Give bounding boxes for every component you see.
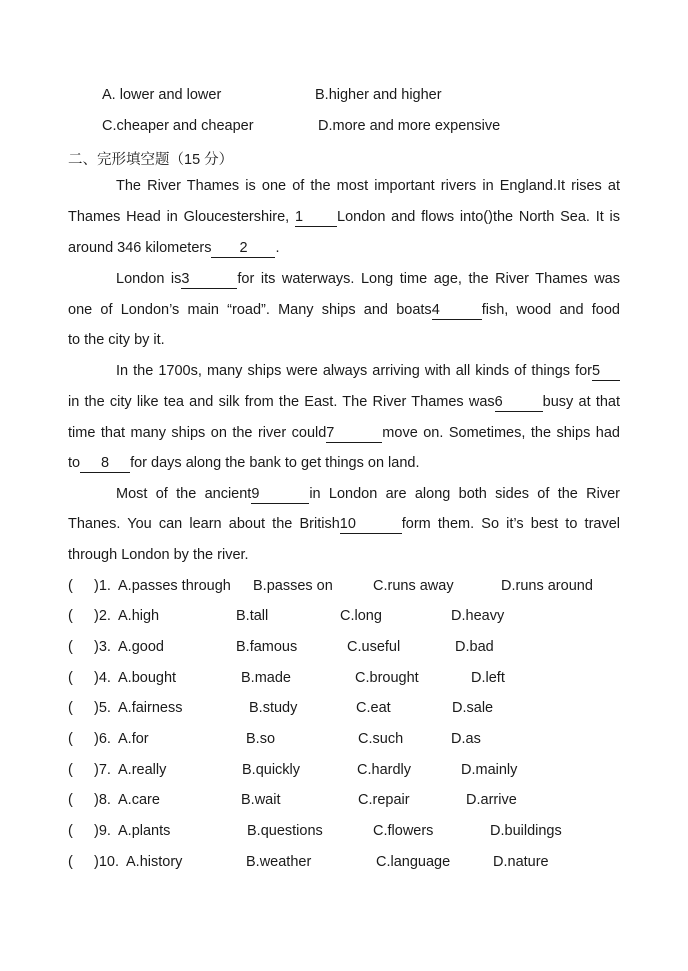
option-a[interactable]: A.care bbox=[118, 792, 160, 808]
blank-10[interactable]: 10 bbox=[340, 517, 402, 534]
option-b[interactable]: B.weather bbox=[246, 854, 312, 870]
passage-line: around 346 kilometers 2 . bbox=[68, 240, 280, 256]
question-row bbox=[0, 670, 688, 694]
option-c[interactable]: C.brought bbox=[355, 670, 419, 686]
question-number: )10. bbox=[94, 854, 119, 870]
option-c[interactable]: C.language bbox=[376, 854, 451, 870]
option-d[interactable]: D.sale bbox=[452, 700, 494, 716]
option-b[interactable]: B.quickly bbox=[242, 762, 301, 778]
passage-line: The River Thames is one of the most important rivers in England.It rises at bbox=[116, 178, 620, 194]
option-a[interactable]: A.for bbox=[118, 731, 149, 747]
option-d[interactable]: D.heavy bbox=[451, 608, 505, 624]
option-c[interactable]: C.runs away bbox=[373, 578, 454, 594]
option-a[interactable]: A.history bbox=[126, 854, 183, 870]
option-d[interactable]: D.nature bbox=[493, 854, 549, 870]
blank-1[interactable]: 1 bbox=[295, 210, 337, 227]
question-number: )6. bbox=[94, 731, 111, 747]
option-d[interactable]: D.bad bbox=[455, 639, 494, 655]
prev-option-b: B.higher and higher bbox=[315, 87, 442, 103]
option-c[interactable]: C.hardly bbox=[357, 762, 411, 778]
passage-line: London is3 for its waterways. Long time age, the River Thames was bbox=[116, 271, 620, 287]
option-d[interactable]: D.runs around bbox=[501, 578, 593, 594]
option-b[interactable]: B.wait bbox=[241, 792, 281, 808]
section-title: 二、完形填空题（15 分） bbox=[68, 152, 234, 168]
blank-6[interactable]: 6 bbox=[495, 395, 543, 412]
option-c[interactable]: C.useful bbox=[347, 639, 401, 655]
prev-option-a: A. lower and lower bbox=[102, 87, 222, 103]
question-number: )8. bbox=[94, 792, 111, 808]
question-row bbox=[0, 731, 688, 755]
option-b[interactable]: B.famous bbox=[236, 639, 298, 655]
option-b[interactable]: B.study bbox=[249, 700, 298, 716]
blank-8[interactable]: 8 bbox=[80, 456, 130, 473]
answer-paren-left[interactable]: ( bbox=[68, 670, 73, 686]
question-row bbox=[0, 608, 688, 632]
question-row bbox=[0, 578, 688, 602]
option-a[interactable]: A.bought bbox=[118, 670, 177, 686]
passage-line: Thanes. You can learn about the British10 form them. So it’s best to travel bbox=[68, 516, 620, 532]
question-number: )5. bbox=[94, 700, 111, 716]
question-number: )7. bbox=[94, 762, 111, 778]
blank-4[interactable]: 4 bbox=[432, 303, 482, 320]
passage-line: Thames Head in Gloucestershire, 1 London and flows into()the North Sea. It is bbox=[68, 209, 621, 225]
answer-paren-left[interactable]: ( bbox=[68, 608, 73, 624]
passage-line: in the city like tea and silk from the East. The River Thames was6 busy at that bbox=[68, 394, 621, 410]
option-d[interactable]: D.left bbox=[471, 670, 505, 686]
option-b[interactable]: B.so bbox=[246, 731, 276, 747]
blank-2[interactable]: 2 bbox=[211, 241, 275, 258]
question-number: )9. bbox=[94, 823, 111, 839]
passage-line: to 8 for days along the bank to get things on land. bbox=[68, 455, 420, 471]
prev-option-c: C.cheaper and cheaper bbox=[102, 118, 254, 134]
option-a[interactable]: A.plants bbox=[118, 823, 171, 839]
option-d[interactable]: D.as bbox=[451, 731, 481, 747]
option-c[interactable]: C.flowers bbox=[373, 823, 434, 839]
answer-paren-left[interactable]: ( bbox=[68, 731, 73, 747]
question-row bbox=[0, 639, 688, 663]
answer-paren-left[interactable]: ( bbox=[68, 700, 73, 716]
option-a[interactable]: A.really bbox=[118, 762, 167, 778]
option-d[interactable]: D.mainly bbox=[461, 762, 518, 778]
option-c[interactable]: C.such bbox=[358, 731, 404, 747]
option-c[interactable]: C.long bbox=[340, 608, 382, 624]
question-row bbox=[0, 762, 688, 786]
answer-paren-left[interactable]: ( bbox=[68, 854, 73, 870]
question-row bbox=[0, 700, 688, 724]
passage-line: In the 1700s, many ships were always arriving with all kinds of things for5 bbox=[116, 363, 620, 381]
question-row bbox=[0, 792, 688, 816]
question-number: )1. bbox=[94, 578, 111, 594]
option-c[interactable]: C.repair bbox=[358, 792, 410, 808]
answer-paren-left[interactable]: ( bbox=[68, 639, 73, 655]
question-number: )3. bbox=[94, 639, 111, 655]
option-c[interactable]: C.eat bbox=[356, 700, 391, 716]
option-b[interactable]: B.questions bbox=[247, 823, 323, 839]
passage-line: time that many ships on the river could7 move on. Sometimes, the ships had bbox=[68, 425, 620, 441]
option-d[interactable]: D.buildings bbox=[490, 823, 562, 839]
option-b[interactable]: B.tall bbox=[236, 608, 269, 624]
answer-paren-left[interactable]: ( bbox=[68, 823, 73, 839]
question-number: )4. bbox=[94, 670, 111, 686]
option-a[interactable]: A.passes through bbox=[118, 578, 231, 594]
answer-paren-left[interactable]: ( bbox=[68, 792, 73, 808]
blank-3[interactable]: 3 bbox=[181, 272, 237, 289]
passage-line: one of London’s main “road”. Many ships and boats4 fish, wood and food bbox=[68, 302, 620, 318]
option-d[interactable]: D.arrive bbox=[466, 792, 517, 808]
option-b[interactable]: B.passes on bbox=[253, 578, 333, 594]
blank-7[interactable]: 7 bbox=[326, 426, 382, 443]
answer-paren-left[interactable]: ( bbox=[68, 762, 73, 778]
passage-line: to the city by it. bbox=[68, 332, 165, 348]
blank-9[interactable]: 9 bbox=[251, 487, 309, 504]
blank-5[interactable]: 5 bbox=[592, 364, 620, 381]
passage-line: Most of the ancient9 in London are along both sides of the River bbox=[116, 486, 620, 502]
option-b[interactable]: B.made bbox=[241, 670, 291, 686]
option-a[interactable]: A.high bbox=[118, 608, 160, 624]
passage-line: through London by the river. bbox=[68, 547, 249, 563]
answer-paren-left[interactable]: ( bbox=[68, 578, 73, 594]
question-number: )2. bbox=[94, 608, 111, 624]
question-row bbox=[0, 854, 688, 878]
option-a[interactable]: A.good bbox=[118, 639, 164, 655]
option-a[interactable]: A.fairness bbox=[118, 700, 183, 716]
prev-option-d: D.more and more expensive bbox=[318, 118, 501, 134]
question-row bbox=[0, 823, 688, 847]
